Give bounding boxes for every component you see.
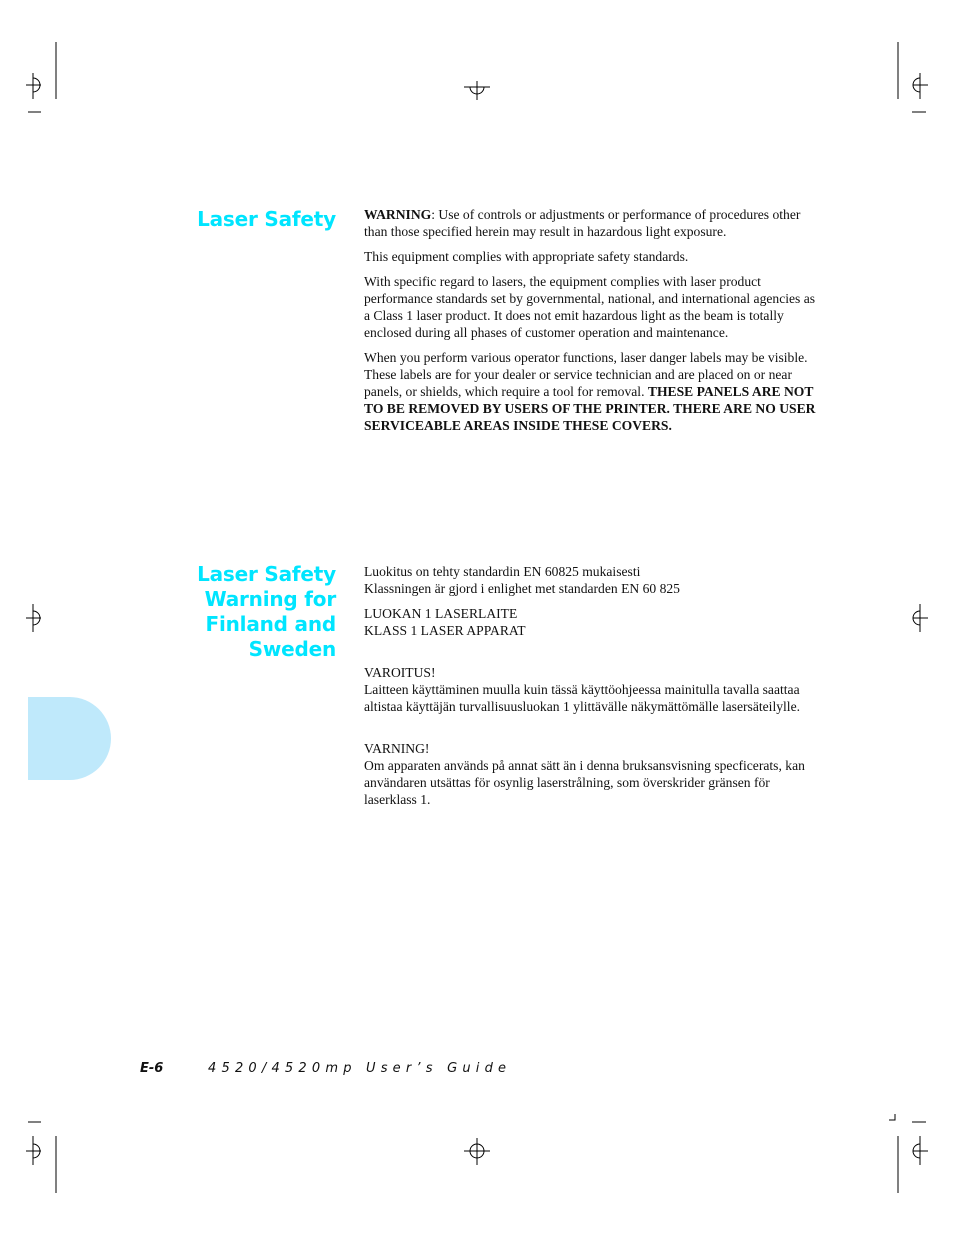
standard-finnish: Luokitus on tehty standardin EN 60825 mukaisesti: [364, 564, 641, 579]
warning-text: : Use of controls or adjustments or performance of procedures other than those specified herein may result in hazardous light exposure.: [364, 207, 801, 239]
finland-sweden-section: [364, 563, 819, 816]
laser-safety-section: [364, 206, 819, 442]
laser-standards-paragraph: With specific regard to lasers, the equipment complies with laser product performance standards set by governmental, national, and international agencies as a Class 1 laser product. It does not emit hazardous light as the beam is totally enclosed during all phases of customer operation and maintenance.: [364, 274, 816, 340]
swedish-warning-text: Om apparaten används på annat sätt än i denna bruksansvisning specficerats, kan användaren utsättas för osynlig laserstrålning, som överskrider gränsen för laserklass 1.: [364, 758, 805, 807]
laser-class-paragraph: [364, 605, 819, 639]
laser-warning-paragraph: [364, 206, 819, 240]
guide-title: 4520/4520mp User’s Guide: [208, 1061, 512, 1076]
swedish-warning-paragraph: [364, 740, 819, 808]
panels-warning-text: THESE PANELS ARE NOT TO BE REMOVED BY USERS OF THE PRINTER. THERE ARE NO USER SERVICEABLE AREAS INSIDE THESE COVERS.: [364, 384, 816, 433]
standard-swedish: Klassningen är gjord i enlighet met standarden EN 60 825: [364, 581, 680, 596]
finnish-warning-text: Laitteen käyttäminen muulla kuin tässä käyttöohjeessa mainitulla tavalla saattaa altistaa käyttäjän turvallisuusluokan 1 ylittävälle näkymättömälle lasersäteilylle.: [364, 682, 801, 714]
warning-label: WARNING: [364, 207, 432, 222]
finland-sweden-heading: Laser Safety Warning for Finland and Sweden: [197, 562, 336, 661]
class-swedish: KLASS 1 LASER APPARAT: [364, 623, 526, 638]
danger-labels-paragraph: [364, 349, 819, 434]
laser-safety-heading: Laser Safety: [197, 207, 336, 231]
page-footer: [140, 1060, 511, 1078]
finnish-warning-paragraph: [364, 664, 819, 715]
chapter-thumb-tab: [28, 697, 111, 780]
standard-paragraph: [364, 563, 819, 597]
finnish-warning-label: VAROITUS!: [364, 665, 436, 680]
swedish-warning-label: VARNING!: [364, 741, 430, 756]
danger-labels-text: When you perform various operator functions, laser danger labels may be visible. These labels are for your dealer or service technician and are placed on or near panels, or shields, which require a tool for removal.: [364, 350, 808, 399]
compliance-paragraph: This equipment complies with appropriate safety standards.: [364, 249, 689, 264]
class-finnish: LUOKAN 1 LASERLAITE: [364, 606, 518, 621]
page-number: E-6: [140, 1061, 164, 1076]
